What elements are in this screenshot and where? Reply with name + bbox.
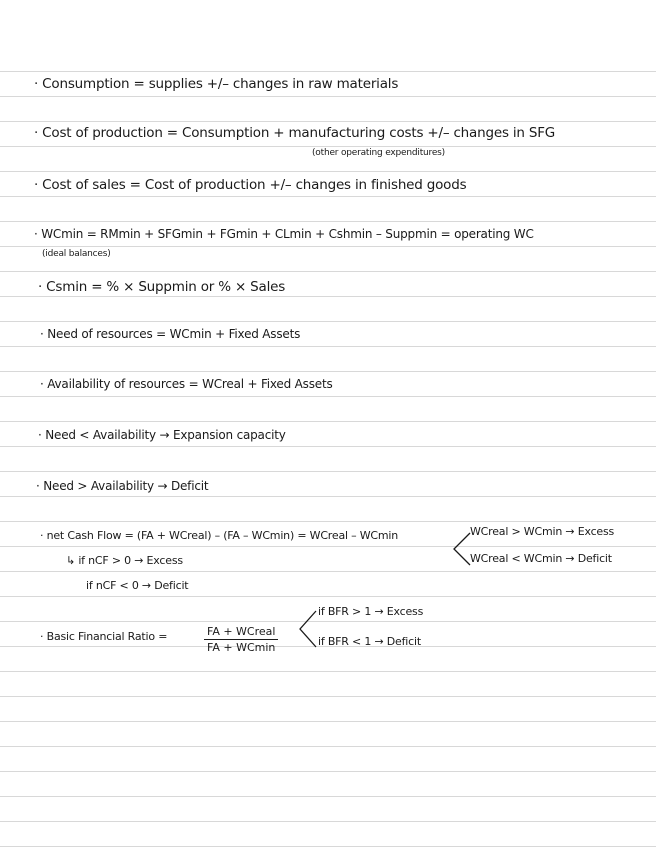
need-more-line: · Need > Availability → Deficit: [36, 479, 209, 493]
bfr-branch-bracket: [296, 608, 320, 650]
wc-min-note: (ideal balances): [42, 249, 111, 259]
cost-sales-line: · Cost of sales = Cost of production +/– changes in finished goods: [34, 177, 467, 193]
bfr-excess-line: if BFR > 1 → Excess: [318, 605, 424, 618]
wc-excess-line: WCreal > WCmin → Excess: [470, 525, 615, 538]
ncf-excess-line: ↳ if nCF > 0 → Excess: [66, 554, 183, 567]
ncf-deficit-line: if nCF < 0 → Deficit: [86, 579, 189, 592]
cost-production-note: (other operating expenditures): [312, 148, 445, 158]
wc-deficit-line: WCreal < WCmin → Deficit: [470, 552, 612, 565]
consumption-line: · Consumption = supplies +/– changes in raw materials: [34, 76, 399, 92]
bfr-label: · Basic Financial Ratio =: [40, 630, 168, 643]
availability-line: · Availability of resources = WCreal + Fixed Assets: [40, 377, 333, 391]
cost-production-line: · Cost of production = Consumption + manufacturing costs +/– changes in SFG: [34, 125, 556, 141]
bfr-denominator: FA + WCmin: [207, 641, 276, 654]
wc-min-line: · WCmin = RMmin + SFGmin + FGmin + CLmin + Cshmin – Suppmin = operating WC: [34, 227, 534, 241]
bfr-deficit-line: if BFR < 1 → Deficit: [318, 635, 421, 648]
need-resources-line: · Need of resources = WCmin + Fixed Assets: [40, 327, 301, 341]
bfr-fraction: [204, 625, 278, 654]
bfr-numerator: FA + WCreal: [204, 625, 278, 640]
cs-min-line: · Csmin = % × Suppmin or % × Sales: [38, 279, 286, 295]
need-less-line: · Need < Availability → Expansion capacity: [38, 428, 286, 442]
ncf-line: · net Cash Flow = (FA + WCreal) – (FA – WCmin) = WCreal – WCmin: [40, 529, 399, 542]
